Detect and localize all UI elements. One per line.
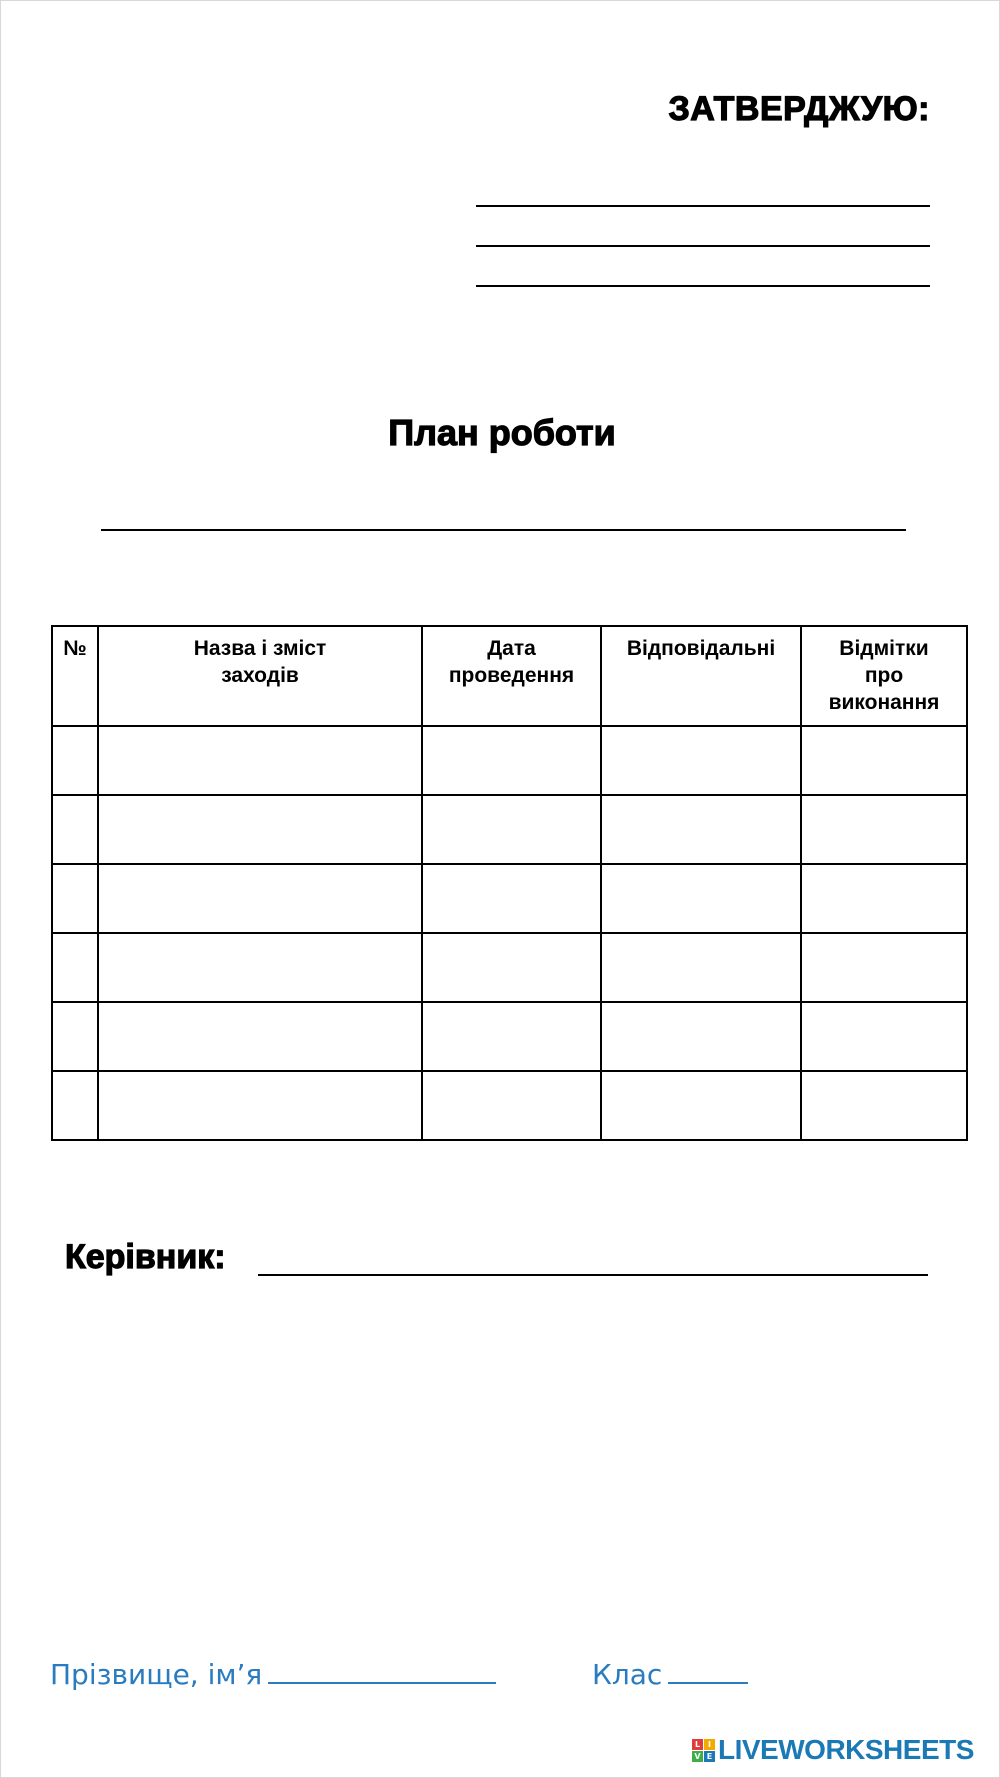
table-cell[interactable] <box>98 1002 422 1071</box>
student-class-field <box>592 1654 748 1691</box>
table-cell[interactable] <box>801 1002 967 1071</box>
table-cell[interactable] <box>801 795 967 864</box>
table-cell[interactable] <box>52 726 98 795</box>
table-cell[interactable] <box>52 1002 98 1071</box>
table-cell[interactable] <box>98 726 422 795</box>
table-header-row <box>52 626 967 726</box>
table-cell[interactable] <box>422 726 601 795</box>
logo-tile-e: E <box>704 1751 715 1762</box>
table-cell[interactable] <box>422 795 601 864</box>
plan-title: План роботи <box>388 412 616 453</box>
approval-signature-line-2[interactable] <box>476 245 930 247</box>
table-cell[interactable] <box>422 1002 601 1071</box>
liveworksheets-logo-icon <box>692 1739 715 1762</box>
table-cell[interactable] <box>52 795 98 864</box>
column-header-responsible: Відповідальні <box>601 626 801 726</box>
column-header-number: № <box>52 626 98 726</box>
approval-signature-line-1[interactable] <box>476 205 930 207</box>
column-header-completion-notes: Відмітки про виконання <box>801 626 967 726</box>
table-cell[interactable] <box>52 864 98 933</box>
table-cell[interactable] <box>601 1071 801 1140</box>
table-cell[interactable] <box>52 1071 98 1140</box>
logo-tile-l: L <box>692 1739 703 1750</box>
table-cell[interactable] <box>98 864 422 933</box>
student-name-label: Прізвище, ім’я <box>50 1658 263 1691</box>
liveworksheets-brand <box>692 1734 974 1766</box>
plan-subject-line[interactable] <box>101 529 906 531</box>
table-cell[interactable] <box>801 1071 967 1140</box>
student-name-blank[interactable] <box>268 1654 496 1684</box>
table-cell[interactable] <box>601 1002 801 1071</box>
column-header-event-name: Назва і зміст заходів <box>98 626 422 726</box>
table-cell[interactable] <box>52 933 98 1002</box>
logo-tile-v: V <box>692 1751 703 1762</box>
table-cell[interactable] <box>601 726 801 795</box>
table-cell[interactable] <box>801 864 967 933</box>
table-row <box>52 1002 967 1071</box>
table-row <box>52 1071 967 1140</box>
plan-table <box>51 625 968 1141</box>
student-name-field <box>50 1654 496 1691</box>
approval-signature-line-3[interactable] <box>476 285 930 287</box>
table-cell[interactable] <box>801 933 967 1002</box>
table-cell[interactable] <box>98 933 422 1002</box>
table-cell[interactable] <box>601 795 801 864</box>
table-row <box>52 795 967 864</box>
liveworksheets-wordmark: LIVEWORKSHEETS <box>718 1734 974 1765</box>
table-row <box>52 864 967 933</box>
logo-tile-i: I <box>704 1739 715 1750</box>
table-row <box>52 726 967 795</box>
table-cell[interactable] <box>422 933 601 1002</box>
manager-label: Керівник: <box>65 1238 226 1276</box>
table-cell[interactable] <box>422 1071 601 1140</box>
table-row <box>52 933 967 1002</box>
table-cell[interactable] <box>601 864 801 933</box>
table-cell[interactable] <box>801 726 967 795</box>
approve-heading: ЗАТВЕРДЖУЮ: <box>668 90 930 128</box>
table-cell[interactable] <box>98 1071 422 1140</box>
table-cell[interactable] <box>422 864 601 933</box>
student-class-blank[interactable] <box>668 1654 748 1684</box>
table-cell[interactable] <box>98 795 422 864</box>
student-class-label: Клас <box>592 1658 663 1691</box>
table-cell[interactable] <box>601 933 801 1002</box>
manager-signature-line[interactable] <box>258 1274 928 1276</box>
column-header-date: Дата проведення <box>422 626 601 726</box>
